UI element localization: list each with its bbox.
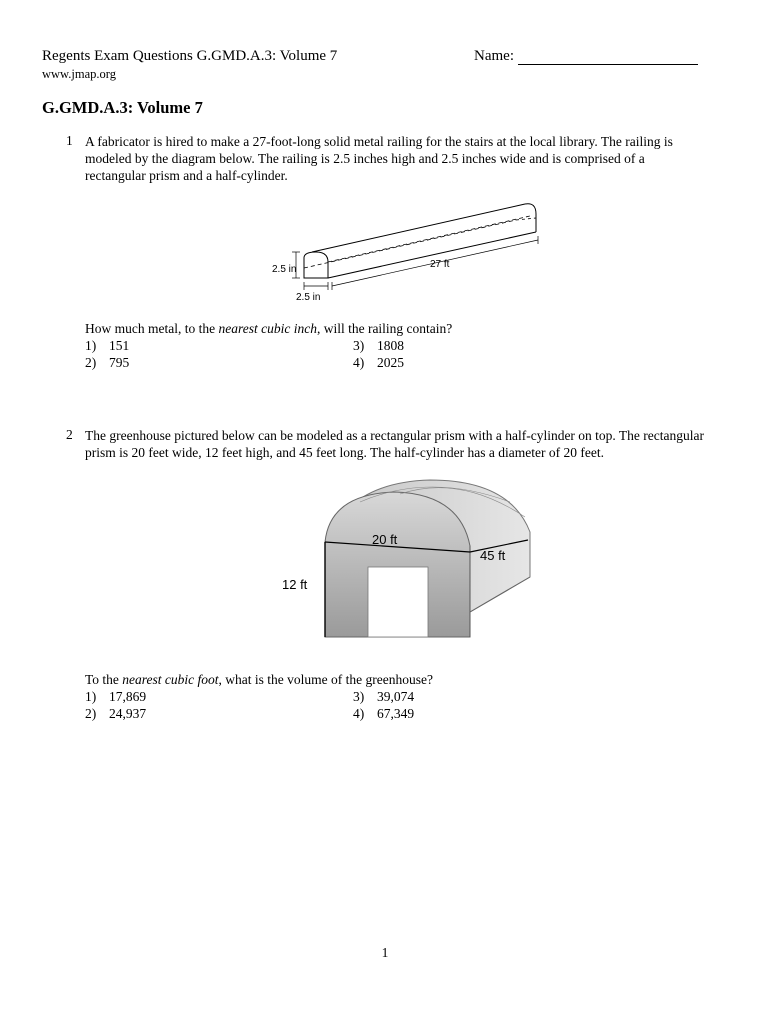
section-title: G.GMD.A.3: Volume 7 xyxy=(42,98,203,117)
q2-choice-1[interactable]: 1) 17,869 xyxy=(85,689,147,704)
q1-choice-4[interactable]: 4) 2025 xyxy=(353,355,404,370)
name-label: Name: xyxy=(474,48,514,64)
q1-choice-1[interactable]: 1) 151 xyxy=(85,338,130,353)
website-url: www.jmap.org xyxy=(42,67,116,81)
q1-choice-3[interactable]: 3) 1808 xyxy=(353,338,404,353)
greenhouse-photo xyxy=(280,472,540,652)
question-2-text: The greenhouse pictured below can be modeled as a rectangular prism with a half-cylinder on top. The rectangular prism is 20 feet wide, 12 feet high, and 45 feet long. The half-cylinder has a diameter of 20 feet. xyxy=(85,428,705,460)
greenhouse-width-label: 20 ft xyxy=(372,532,398,547)
railing-length-label: 27 ft xyxy=(430,259,450,270)
question-2-number: 2 xyxy=(66,427,73,442)
question-1-text: A fabricator is hired to make a 27-foot-long solid metal railing for the stairs at the local library. The railing is modeled by the diagram below. The railing is 2.5 inches high and 2.5 inches wide and is comprised of a rectangular prism and a half-cylinder. xyxy=(85,134,673,183)
q1-choice-2[interactable]: 2) 795 xyxy=(85,355,130,370)
question-1-number: 1 xyxy=(66,133,73,148)
railing-height-label: 2.5 in xyxy=(272,264,297,275)
greenhouse-length-label: 45 ft xyxy=(480,548,506,563)
greenhouse-height-label: 12 ft xyxy=(282,577,308,592)
railing-diagram xyxy=(260,196,550,306)
q2-choice-4[interactable]: 4) 67,349 xyxy=(353,706,415,721)
q2-choice-3[interactable]: 3) 39,074 xyxy=(353,689,415,704)
q2-choice-2[interactable]: 2) 24,937 xyxy=(85,706,147,721)
worksheet-title: Regents Exam Questions G.GMD.A.3: Volume 7 xyxy=(42,48,338,64)
page-number: 1 xyxy=(381,945,389,960)
question-2-prompt: To the nearest cubic foot, what is the volume of the greenhouse? xyxy=(85,672,433,687)
name-blank-line xyxy=(518,64,698,65)
railing-width-label: 2.5 in xyxy=(296,292,321,303)
question-1-prompt: How much metal, to the nearest cubic inch, will the railing contain? xyxy=(85,321,453,336)
